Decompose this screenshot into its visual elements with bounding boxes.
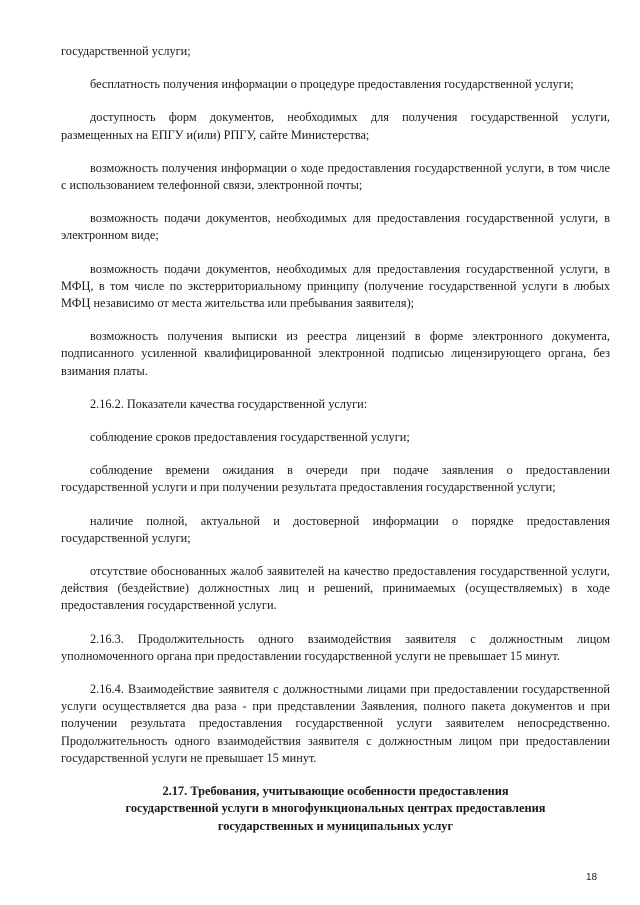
paragraph: отсутствие обоснованных жалоб заявителей на качество предоставления государственной услуги, действия (бездействие) должностных лиц и решений, принимаемых (осуществляемых) в ходе предоставления государственной услуги. <box>61 564 610 613</box>
paragraph: 2.16.4. Взаимодействие заявителя с должностными лицами при предоставлении государственной услуги осуществляется два раза - при представлении Заявления, полного пакета документов и при получении результата предоставления государственной услуги заявителем непосредственно. Продолжительность одного взаимодействия заявителя с должностным лицом при предоставлении государственной услуги не превышает 15 минут. <box>61 682 610 765</box>
page-number: 18 <box>586 872 598 883</box>
section-heading-line: 2.17. Требования, учитывающие особенности предоставления <box>162 784 509 799</box>
section-heading-line: государственных и муниципальных услуг <box>217 818 454 833</box>
section-heading <box>61 783 610 835</box>
paragraph: возможность получения информации о ходе предоставления государственной услуги, в том числе с использованием телефонной связи, электронной почты; <box>61 160 610 193</box>
paragraph: 2.16.2. Показатели качества государственной услуги: <box>90 396 368 411</box>
paragraph: соблюдение сроков предоставления государственной услуги; <box>90 430 410 445</box>
paragraph: 2.16.3. Продолжительность одного взаимодействия заявителя с должностным лицом уполномоченного органа при предоставлении государственной услуги не превышает 15 минут. <box>61 631 610 663</box>
paragraph: бесплатность получения информации о процедуре предоставления государственной услуги; <box>90 77 574 92</box>
paragraph: возможность получения выписки из реестра лицензий в форме электронного документа, подписанного усиленной квалифицированной электронной подписью лицензирующего органа, без взимания платы. <box>61 329 610 378</box>
paragraph: возможность подачи документов, необходимых для предоставления государственной услуги, в МФЦ, в том числе по экстерриториальному принципу (получение государственной услуги в любых МФЦ независимо от места жительства или пребывания заявителя); <box>61 261 610 311</box>
section-heading-line: государственной услуги в многофункциональных центрах предоставления <box>125 801 546 816</box>
paragraph: возможность подачи документов, необходимых для предоставления государственной услуги, в электронном виде; <box>61 211 610 243</box>
paragraph: соблюдение времени ожидания в очереди при подаче заявления о предоставлении государственной услуги и при получении результата предоставления государственной услуги; <box>61 463 610 495</box>
paragraph: наличие полной, актуальной и достоверной информации о порядке предоставления государственной услуги; <box>61 513 610 545</box>
document-page <box>61 43 610 835</box>
paragraph: доступность форм документов, необходимых для получения государственной услуги, размещенных на ЕПГУ и(или) РПГУ, сайте Министерства; <box>61 110 610 142</box>
paragraph: государственной услуги; <box>61 44 191 58</box>
